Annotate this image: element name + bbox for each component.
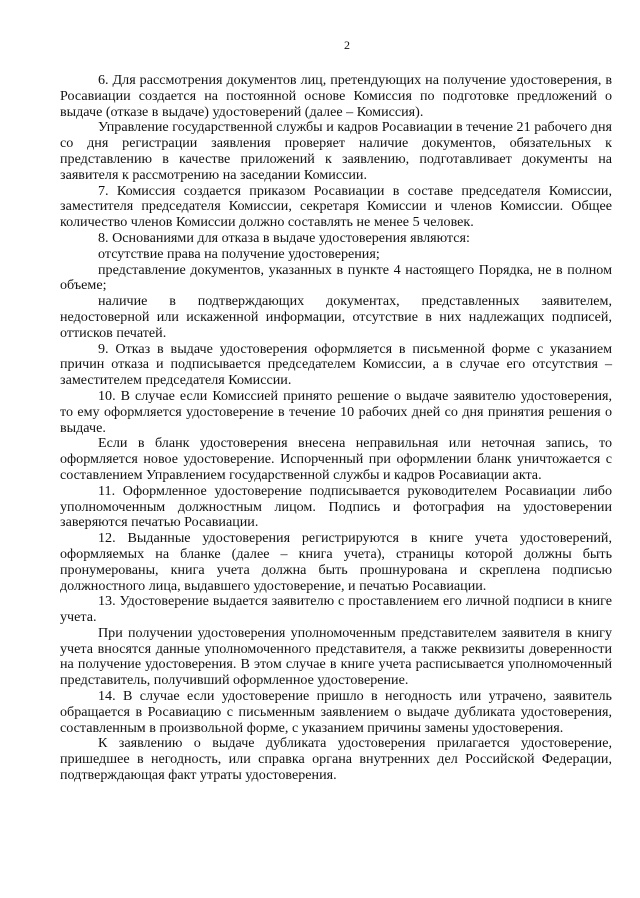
document-body (60, 73, 612, 784)
paragraph-8-item-1: отсутствие права на получение удостоверения; (98, 245, 380, 262)
paragraph-9: 9. Отказ в выдаче удостоверения оформляется в письменной форме с указанием причин отказа и подписывается председателем Комиссии, а в случае его отсутствия – заместителем председателя Комиссии. (60, 340, 612, 389)
paragraph-10: 10. В случае если Комиссией принято решение о выдаче заявителю удостоверения, то ему оформляется удостоверение в течение 10 рабочих дней со дня принятия решения о выдаче. (60, 387, 612, 436)
paragraph-6-continued: Управление государственной службы и кадров Росавиации в течение 21 рабочего дня со дня регистрации заявления проверяет наличие документов, обязательных к представлению в качестве приложений к заявлению, подготавливает документы на заявителя к рассмотрению на заседании Комиссии. (60, 119, 612, 183)
paragraph-8-item-2: представление документов, указанных в пункте 4 настоящего Порядка, не в полном объеме; (60, 261, 612, 294)
paragraph-14-continued: К заявлению о выдаче дубликата удостоверения прилагается удостоверение, пришедшее в негодность, или справка органа внутренних дел Российской Федерации, подтверждающая факт утраты удостоверения. (60, 735, 612, 784)
paragraph-8-item-3: наличие в подтверждающих документах, представленных заявителем, недостоверной или искаженной информации, отсутствие в них надлежащих подписей, оттисков печатей. (60, 293, 612, 341)
paragraph-13-continued: При получении удостоверения уполномоченным представителем заявителя в книгу учета вносятся данные уполномоченного представителя, а также реквизиты доверенности на получение удостоверения. В этом случае в книге учета расписывается уполномоченный представитель, получивший оформленное удостоверение. (60, 624, 612, 689)
paragraph-13: 13. Удостоверение выдается заявителю с проставлением его личной подписи в книге учета. (60, 593, 612, 626)
paragraph-12: 12. Выданные удостоверения регистрируются в книге учета удостоверений, оформляемых на бланке (далее – книга учета), страницы которой должны быть пронумерованы, книга учета должна быть прошнурована и скреплена подписью должностного лица, выдавшего удостоверение, и печатью Росавиации. (60, 530, 612, 594)
paragraph-11: 11. Оформленное удостоверение подписывается руководителем Росавиации либо уполномоченным должностным лицом. Подпись и фотография на удостоверении заверяются печатью Росавиации. (60, 482, 612, 531)
page-number: 2 (344, 38, 350, 52)
paragraph-6: 6. Для рассмотрения документов лиц, претендующих на получение удостоверения, в Росавиации создается на постоянной основе Комиссия по подготовке предложений о выдаче (отказе в выдаче) удостоверений (далее – Комиссия). (60, 72, 612, 120)
paragraph-10-continued: Если в бланк удостоверения внесена неправильная или неточная запись, то оформляется новое удостоверение. Испорченный при оформлении бланк уничтожается с составлением Управлением государственной службы и кадров Росавиации акта. (60, 435, 612, 483)
paragraph-7: 7. Комиссия создается приказом Росавиации в составе председателя Комиссии, заместителя председателя Комиссии, секретаря Комиссии и членов Комиссии. Общее количество членов Комиссии должно составлять не менее 5 человек. (60, 182, 612, 231)
paragraph-14: 14. В случае если удостоверение пришло в негодность или утрачено, заявитель обращается в Росавиацию с письменным заявлением о выдаче дубликата удостоверения, составленным в произвольной форме, с указанием причины замены удостоверения. (60, 688, 612, 736)
paragraph-8: 8. Основаниями для отказа в выдаче удостоверения являются: (98, 229, 470, 246)
